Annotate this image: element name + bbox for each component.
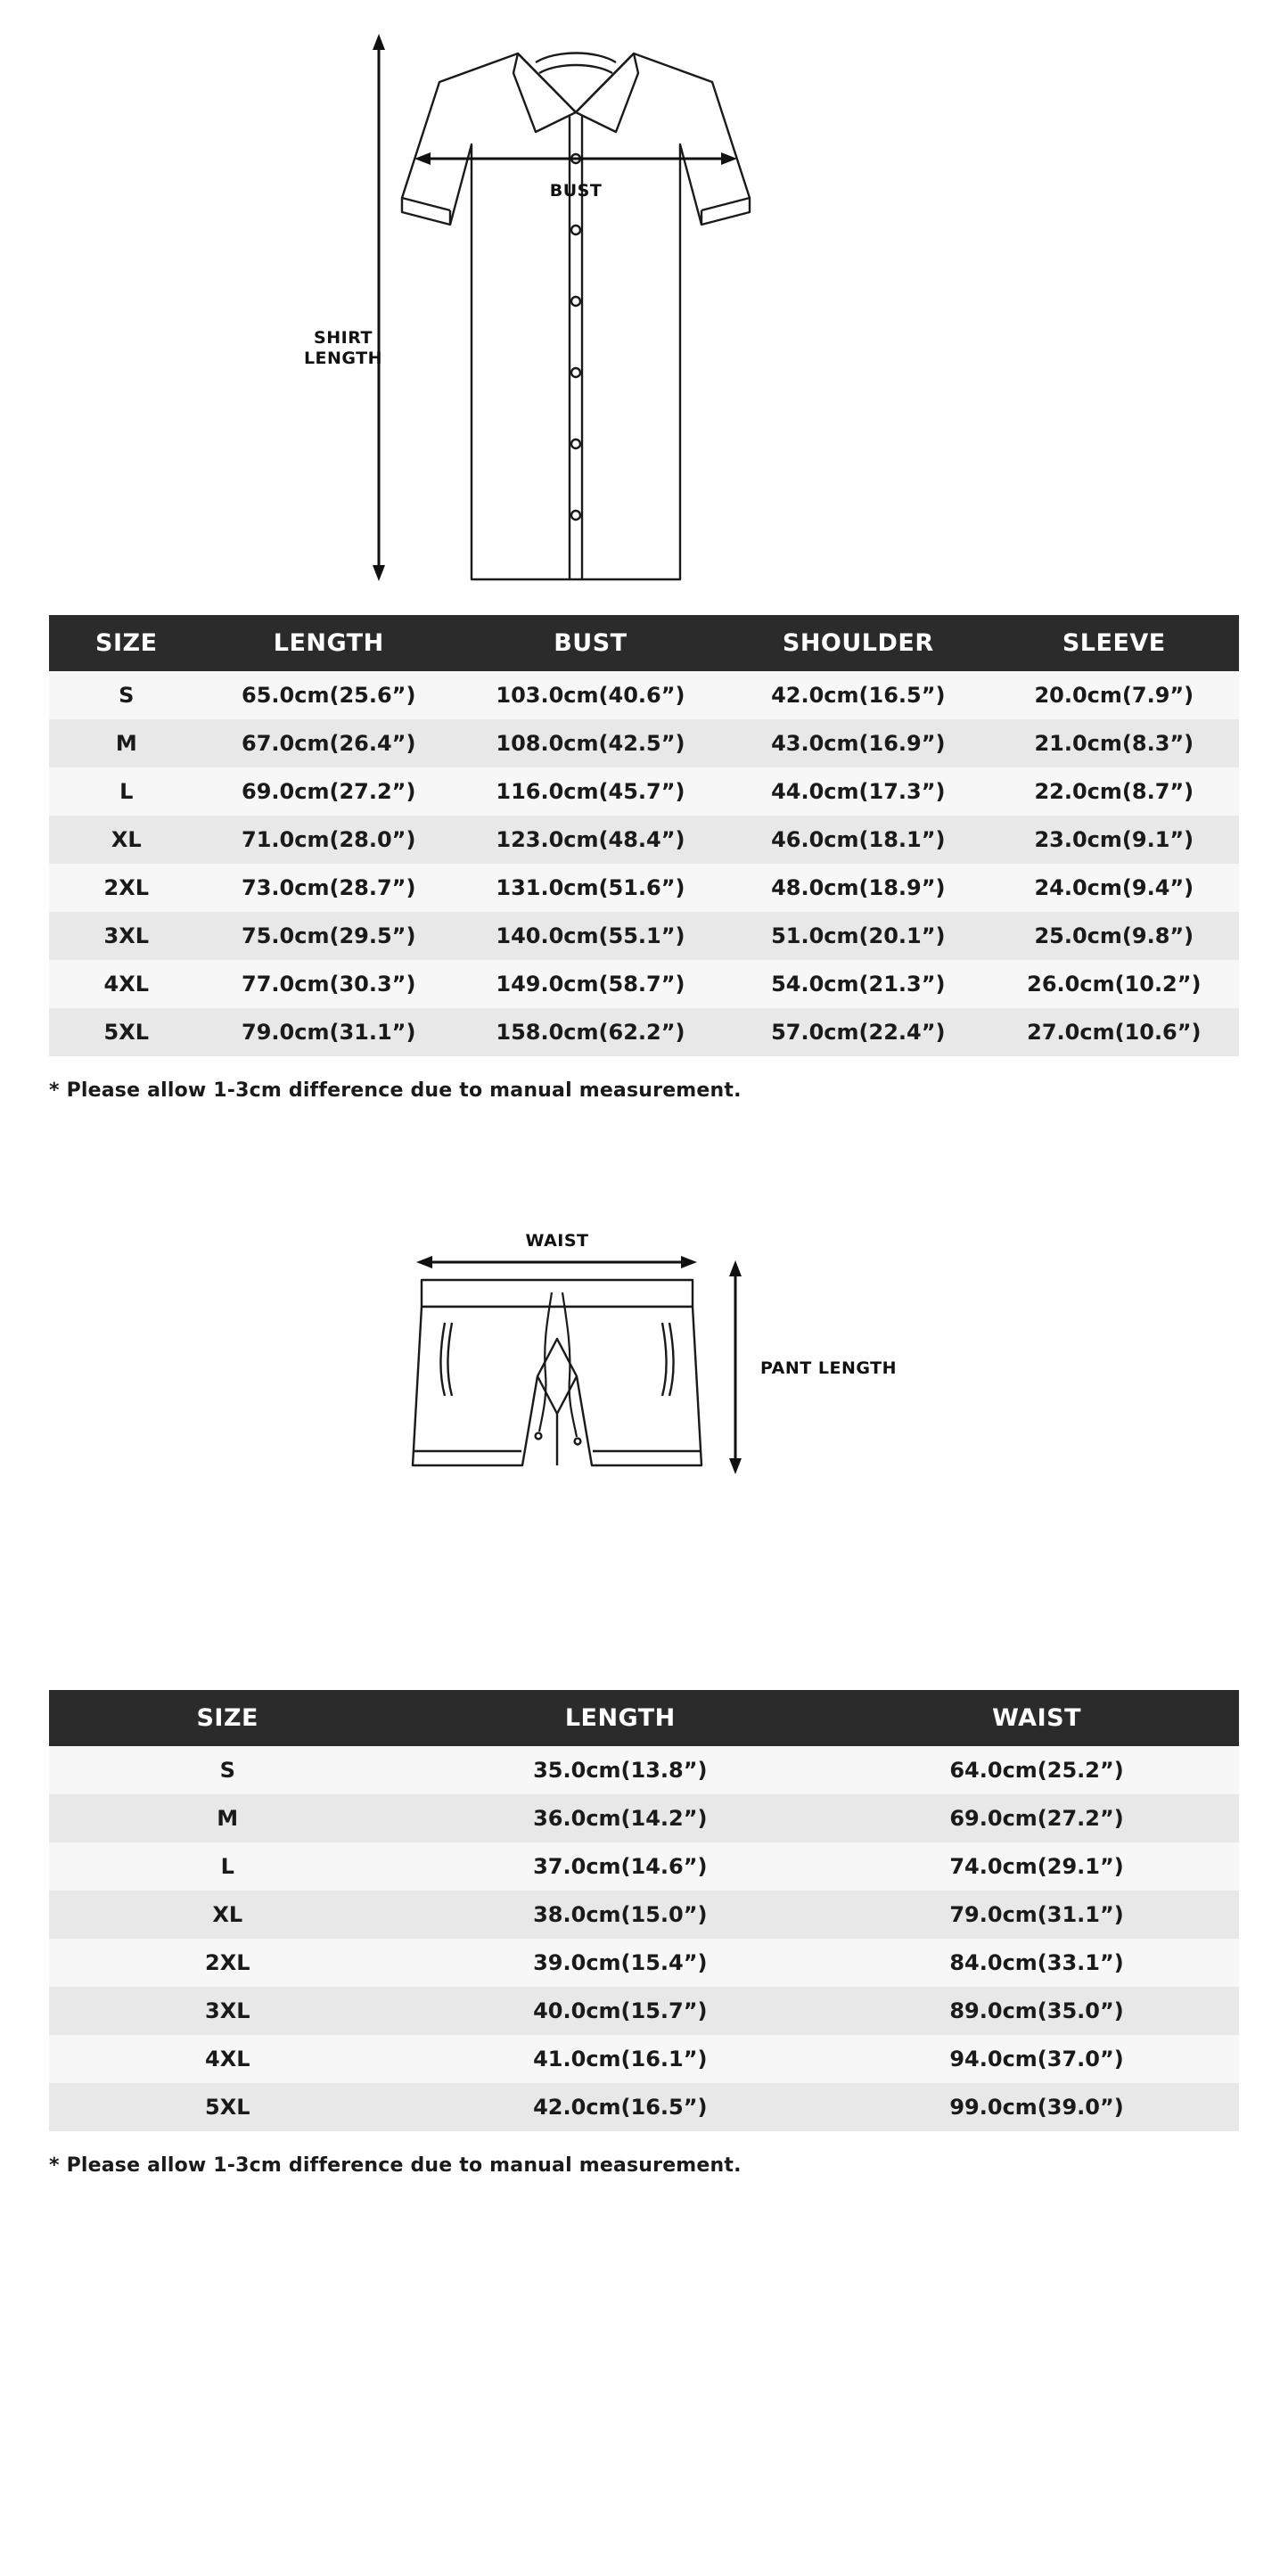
cell-length: 38.0cm(15.0”) [406,1891,835,1939]
cell-length: 67.0cm(26.4”) [204,719,454,767]
cell-size: 5XL [49,1008,204,1056]
table-row [49,2035,1239,2083]
cell-shoulder: 46.0cm(18.1”) [727,816,989,864]
vertical-double-arrow-icon [729,1260,742,1474]
section-spacer [0,1102,1288,1209]
table-row [49,1842,1239,1891]
cell-length: 65.0cm(25.6”) [204,671,454,719]
cell-length: 40.0cm(15.7”) [406,1987,835,2035]
table-header-row [49,615,1239,671]
cell-size: 2XL [49,1939,406,1987]
table-row [49,1939,1239,1987]
cell-size: L [49,1842,406,1891]
cell-bust: 131.0cm(51.6”) [454,864,727,912]
shirt-outline-icon [402,53,750,580]
cell-bust: 149.0cm(58.7”) [454,960,727,1008]
table-row [49,1746,1239,1794]
cell-size: L [49,767,204,816]
shirt-diagram-svg [297,27,992,615]
cell-length: 39.0cm(15.4”) [406,1939,835,1987]
cell-size: S [49,671,204,719]
cell-shoulder: 44.0cm(17.3”) [727,767,989,816]
shirt-length-label-line1: SHIRT [313,328,373,348]
table-row [49,2083,1239,2131]
cell-sleeve: 24.0cm(9.4”) [989,864,1239,912]
cell-size: M [49,1794,406,1842]
cell-waist: 84.0cm(33.1”) [834,1939,1239,1987]
cell-sleeve: 27.0cm(10.6”) [989,1008,1239,1056]
cell-length: 42.0cm(16.5”) [406,2083,835,2131]
cell-length: 41.0cm(16.1”) [406,2035,835,2083]
cell-bust: 158.0cm(62.2”) [454,1008,727,1056]
cell-waist: 99.0cm(39.0”) [834,2083,1239,2131]
cell-shoulder: 57.0cm(22.4”) [727,1008,989,1056]
cell-length: 69.0cm(27.2”) [204,767,454,816]
shirt-size-table-wrap [0,615,1288,1056]
pant-length-label: PANT LENGTH [759,1358,897,1378]
cell-bust: 123.0cm(48.4”) [454,816,727,864]
cell-sleeve: 22.0cm(8.7”) [989,767,1239,816]
cell-waist: 74.0cm(29.1”) [834,1842,1239,1891]
cell-shoulder: 51.0cm(20.1”) [727,912,989,960]
table-row [49,816,1239,864]
bottom-padding [0,2177,1288,2230]
shirt-table-note: * Please allow 1-3cm difference due to manual measurement. [49,1079,742,1102]
table-row [49,1987,1239,2035]
cell-bust: 103.0cm(40.6”) [454,671,727,719]
table-row [49,719,1239,767]
cell-sleeve: 25.0cm(9.8”) [989,912,1239,960]
cell-sleeve: 21.0cm(8.3”) [989,719,1239,767]
section-spacer [0,1628,1288,1690]
cell-sleeve: 20.0cm(7.9”) [989,671,1239,719]
cell-shoulder: 43.0cm(16.9”) [727,719,989,767]
column-header-size: SIZE [49,615,204,671]
cell-sleeve: 23.0cm(9.1”) [989,816,1239,864]
column-header-waist: WAIST [834,1690,1239,1746]
cell-size: XL [49,816,204,864]
cell-size: 2XL [49,864,204,912]
pant-size-table [49,1690,1239,2131]
pant-table-note: * Please allow 1-3cm difference due to manual measurement. [49,2154,742,2177]
cell-length: 36.0cm(14.2”) [406,1794,835,1842]
shirt-size-table [49,615,1239,1056]
cell-size: 4XL [49,2035,406,2083]
waist-label: WAIST [524,1231,589,1251]
cell-size: 4XL [49,960,204,1008]
cell-bust: 108.0cm(42.5”) [454,719,727,767]
cell-length: 79.0cm(31.1”) [204,1008,454,1056]
table-header-row [49,1690,1239,1746]
cell-size: 3XL [49,912,204,960]
cell-shoulder: 48.0cm(18.9”) [727,864,989,912]
pant-size-table-wrap [0,1690,1288,2131]
vertical-double-arrow-icon [373,34,385,581]
cell-waist: 89.0cm(35.0”) [834,1987,1239,2035]
cell-bust: 140.0cm(55.1”) [454,912,727,960]
cell-length: 35.0cm(13.8”) [406,1746,835,1794]
cell-size: 5XL [49,2083,406,2131]
table-row [49,671,1239,719]
column-header-sleeve: SLEEVE [989,615,1239,671]
cell-waist: 79.0cm(31.1”) [834,1891,1239,1939]
column-header-length: LENGTH [406,1690,835,1746]
cell-size: M [49,719,204,767]
cell-waist: 69.0cm(27.2”) [834,1794,1239,1842]
cell-length: 77.0cm(30.3”) [204,960,454,1008]
cell-length: 75.0cm(29.5”) [204,912,454,960]
cell-shoulder: 42.0cm(16.5”) [727,671,989,719]
horizontal-double-arrow-icon [416,1256,697,1268]
cell-shoulder: 54.0cm(21.3”) [727,960,989,1008]
shorts-outline-icon [413,1280,701,1465]
cell-size: XL [49,1891,406,1939]
cell-size: S [49,1746,406,1794]
table-row [49,960,1239,1008]
cell-waist: 64.0cm(25.2”) [834,1746,1239,1794]
cell-length: 73.0cm(28.7”) [204,864,454,912]
table-row [49,1794,1239,1842]
pant-diagram [0,1209,1288,1628]
cell-bust: 116.0cm(45.7”) [454,767,727,816]
table-row [49,767,1239,816]
cell-waist: 94.0cm(37.0”) [834,2035,1239,2083]
shirt-length-label-line2: LENGTH [303,349,382,368]
column-header-size: SIZE [49,1690,406,1746]
table-row [49,912,1239,960]
column-header-length: LENGTH [204,615,454,671]
cell-size: 3XL [49,1987,406,2035]
table-row [49,1891,1239,1939]
column-header-shoulder: SHOULDER [727,615,989,671]
cell-length: 71.0cm(28.0”) [204,816,454,864]
table-row [49,1008,1239,1056]
cell-length: 37.0cm(14.6”) [406,1842,835,1891]
table-row [49,864,1239,912]
pant-diagram-svg [297,1218,992,1628]
shirt-diagram [0,0,1288,615]
column-header-bust: BUST [454,615,727,671]
cell-sleeve: 26.0cm(10.2”) [989,960,1239,1008]
bust-label: BUST [549,181,602,201]
